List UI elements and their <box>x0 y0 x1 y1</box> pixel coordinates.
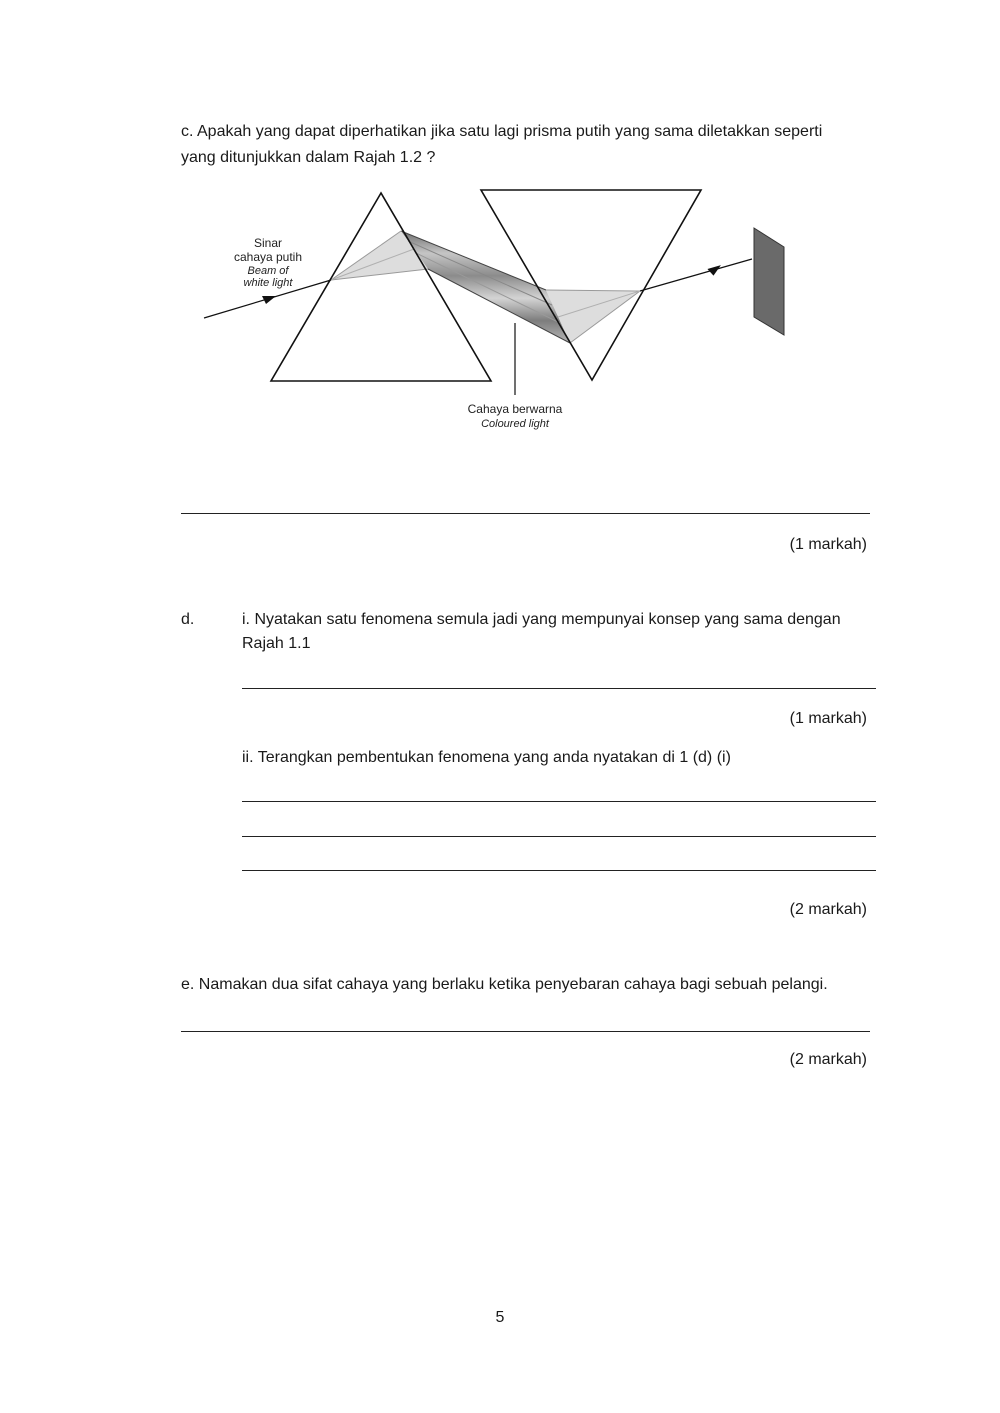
prism-1 <box>271 193 491 381</box>
question-e: e. Namakan dua sifat cahaya yang berlaku ketika penyebaran cahaya bagi sebuah pelangi. <box>181 976 828 993</box>
question-d-i-line1: i. Nyatakan satu fenomena semula jadi yang mempunyai konsep yang sama dengan <box>242 611 841 628</box>
marks-e: (2 markah) <box>789 1051 867 1068</box>
marks-c: (1 markah) <box>789 536 867 553</box>
answer-line-d-ii-2[interactable] <box>242 836 876 837</box>
question-d-i-line2: Rajah 1.1 <box>242 635 311 652</box>
outgoing-ray-arrow-icon <box>707 265 723 277</box>
label-coloured-ms: Cahaya berwarna <box>467 402 563 416</box>
label-white-en-1: Beam of <box>247 265 289 277</box>
question-d-letter: d. <box>181 611 195 628</box>
incoming-ray-arrow-icon <box>262 296 276 304</box>
answer-line-d-ii-3[interactable] <box>242 870 876 871</box>
answer-line-e[interactable] <box>181 1031 870 1032</box>
question-c-line1: c. Apakah yang dapat diperhatikan jika satu lagi prisma putih yang sama diletakkan seperti <box>181 123 823 140</box>
question-d-ii: ii. Terangkan pembentukan fenomena yang anda nyatakan di 1 (d) (i) <box>242 749 731 766</box>
screen <box>754 228 784 335</box>
label-white-ms-1: Sinar <box>253 236 283 250</box>
outgoing-white-ray <box>640 259 752 291</box>
answer-line-d-ii-1[interactable] <box>242 801 876 802</box>
prism-diagram <box>196 183 796 443</box>
page-number: 5 <box>495 1309 505 1326</box>
question-c-line2: yang ditunjukkan dalam Rajah 1.2 ? <box>181 149 436 166</box>
answer-line-c[interactable] <box>181 513 870 514</box>
marks-d-i: (1 markah) <box>789 710 867 727</box>
label-coloured-en: Coloured light <box>481 418 549 430</box>
marks-d-ii: (2 markah) <box>789 901 867 918</box>
label-white-ms-2: cahaya putih <box>233 250 303 264</box>
answer-line-d-i[interactable] <box>242 688 876 689</box>
label-white-en-2: white light <box>243 277 293 289</box>
